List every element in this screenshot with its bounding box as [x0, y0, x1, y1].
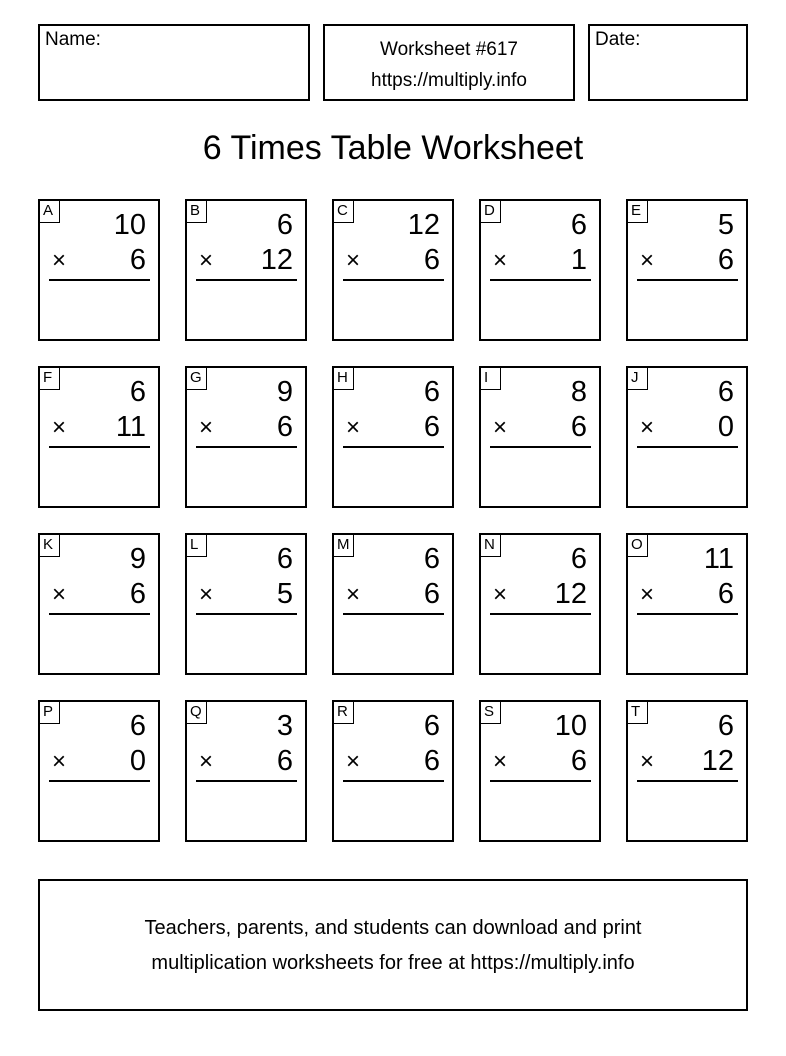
multiplier: 12: [701, 745, 734, 777]
multiplier: 6: [276, 411, 293, 443]
multiplicand: 9: [276, 376, 293, 408]
multiplicand: 6: [570, 543, 587, 575]
problem-i[interactable]: [479, 366, 601, 508]
problem-label: S: [481, 702, 501, 724]
problem-n[interactable]: [479, 533, 601, 675]
multiplier: 12: [260, 244, 293, 276]
multiplier: 6: [423, 745, 440, 777]
answer-line: [196, 613, 297, 615]
problem-label: O: [628, 535, 648, 557]
multiplicand: 6: [717, 710, 734, 742]
multiplier: 6: [129, 244, 146, 276]
answer-line: [490, 446, 591, 448]
problem-label: T: [628, 702, 648, 724]
problem-label: J: [628, 368, 648, 390]
multiplier: 0: [129, 745, 146, 777]
multiplicand: 3: [276, 710, 293, 742]
problem-label: G: [187, 368, 207, 390]
problem-label: I: [481, 368, 501, 390]
answer-line: [49, 446, 150, 448]
times-sign: ×: [493, 414, 508, 441]
multiplicand: 10: [113, 209, 146, 241]
times-sign: ×: [640, 414, 655, 441]
problem-a[interactable]: [38, 199, 160, 341]
problem-label: M: [334, 535, 354, 557]
worksheet-number: Worksheet #617: [379, 39, 518, 60]
problem-label: N: [481, 535, 501, 557]
times-sign: ×: [52, 748, 67, 775]
multiplier: 6: [276, 745, 293, 777]
answer-line: [196, 446, 297, 448]
problem-label: H: [334, 368, 354, 390]
date-label: Date:: [595, 29, 641, 50]
problem-t[interactable]: [626, 700, 748, 842]
problem-d[interactable]: [479, 199, 601, 341]
answer-line: [637, 613, 738, 615]
multiplicand: 6: [423, 543, 440, 575]
answer-line: [343, 613, 444, 615]
multiplier: 6: [570, 745, 587, 777]
times-sign: ×: [493, 247, 508, 274]
problem-l[interactable]: [185, 533, 307, 675]
times-sign: ×: [493, 581, 508, 608]
problem-g[interactable]: [185, 366, 307, 508]
times-sign: ×: [346, 414, 361, 441]
problem-label: A: [40, 201, 60, 223]
problem-c[interactable]: [332, 199, 454, 341]
times-sign: ×: [640, 581, 655, 608]
multiplier: 6: [717, 578, 734, 610]
multiplier: 6: [423, 578, 440, 610]
answer-line: [343, 780, 444, 782]
problem-k[interactable]: [38, 533, 160, 675]
times-sign: ×: [52, 247, 67, 274]
times-sign: ×: [199, 414, 214, 441]
problem-o[interactable]: [626, 533, 748, 675]
name-field[interactable]: [38, 24, 310, 101]
problem-label: F: [40, 368, 60, 390]
problem-b[interactable]: [185, 199, 307, 341]
footer-line-1: Teachers, parents, and students can download and print: [144, 917, 642, 939]
problem-s[interactable]: [479, 700, 601, 842]
times-sign: ×: [52, 414, 67, 441]
times-sign: ×: [640, 748, 655, 775]
times-sign: ×: [640, 247, 655, 274]
multiplier: 1: [570, 244, 587, 276]
multiplier: 6: [423, 244, 440, 276]
times-sign: ×: [346, 748, 361, 775]
multiplicand: 6: [717, 376, 734, 408]
problem-e[interactable]: [626, 199, 748, 341]
worksheet-info-box: [323, 24, 575, 101]
times-sign: ×: [493, 748, 508, 775]
answer-line: [490, 780, 591, 782]
footer-note: [38, 879, 748, 1011]
multiplier: 5: [276, 578, 293, 610]
answer-line: [343, 446, 444, 448]
answer-line: [196, 279, 297, 281]
answer-line: [49, 780, 150, 782]
problem-label: L: [187, 535, 207, 557]
answer-line: [637, 446, 738, 448]
multiplier: 0: [717, 411, 734, 443]
problem-q[interactable]: [185, 700, 307, 842]
problem-label: C: [334, 201, 354, 223]
multiplicand: 6: [276, 209, 293, 241]
multiplicand: 9: [129, 543, 146, 575]
problem-p[interactable]: [38, 700, 160, 842]
worksheet-url: https://multiply.info: [371, 70, 527, 91]
answer-line: [49, 613, 150, 615]
footer-line-2: multiplication worksheets for free at https://multiply.info: [151, 952, 635, 974]
answer-line: [49, 279, 150, 281]
problem-label: B: [187, 201, 207, 223]
multiplicand: 12: [407, 209, 440, 241]
problem-label: E: [628, 201, 648, 223]
problem-label: P: [40, 702, 60, 724]
multiplier: 6: [129, 578, 146, 610]
answer-line: [637, 279, 738, 281]
name-label: Name:: [45, 29, 101, 50]
times-sign: ×: [199, 247, 214, 274]
answer-line: [490, 279, 591, 281]
multiplier: 12: [554, 578, 587, 610]
multiplicand: 6: [570, 209, 587, 241]
times-sign: ×: [346, 247, 361, 274]
multiplicand: 6: [129, 376, 146, 408]
multiplicand: 6: [423, 376, 440, 408]
answer-line: [196, 780, 297, 782]
date-field[interactable]: [588, 24, 748, 101]
problem-j[interactable]: [626, 366, 748, 508]
multiplicand: 5: [717, 209, 734, 241]
answer-line: [637, 780, 738, 782]
multiplier: 6: [423, 411, 440, 443]
problem-f[interactable]: [38, 366, 160, 508]
problem-label: D: [481, 201, 501, 223]
multiplicand: 11: [703, 543, 734, 575]
problem-m[interactable]: [332, 533, 454, 675]
problem-label: K: [40, 535, 60, 557]
multiplicand: 6: [276, 543, 293, 575]
times-sign: ×: [199, 581, 214, 608]
multiplicand: 8: [570, 376, 587, 408]
problem-label: Q: [187, 702, 207, 724]
multiplicand: 6: [129, 710, 146, 742]
multiplicand: 10: [554, 710, 587, 742]
times-sign: ×: [199, 748, 214, 775]
multiplier: 6: [570, 411, 587, 443]
times-sign: ×: [346, 581, 361, 608]
problem-r[interactable]: [332, 700, 454, 842]
answer-line: [490, 613, 591, 615]
problem-label: R: [334, 702, 354, 724]
answer-line: [343, 279, 444, 281]
times-sign: ×: [52, 581, 67, 608]
multiplier: 11: [115, 411, 146, 443]
page-title: 6 Times Table Worksheet: [202, 129, 584, 167]
multiplicand: 6: [423, 710, 440, 742]
multiplier: 6: [717, 244, 734, 276]
problem-h[interactable]: [332, 366, 454, 508]
